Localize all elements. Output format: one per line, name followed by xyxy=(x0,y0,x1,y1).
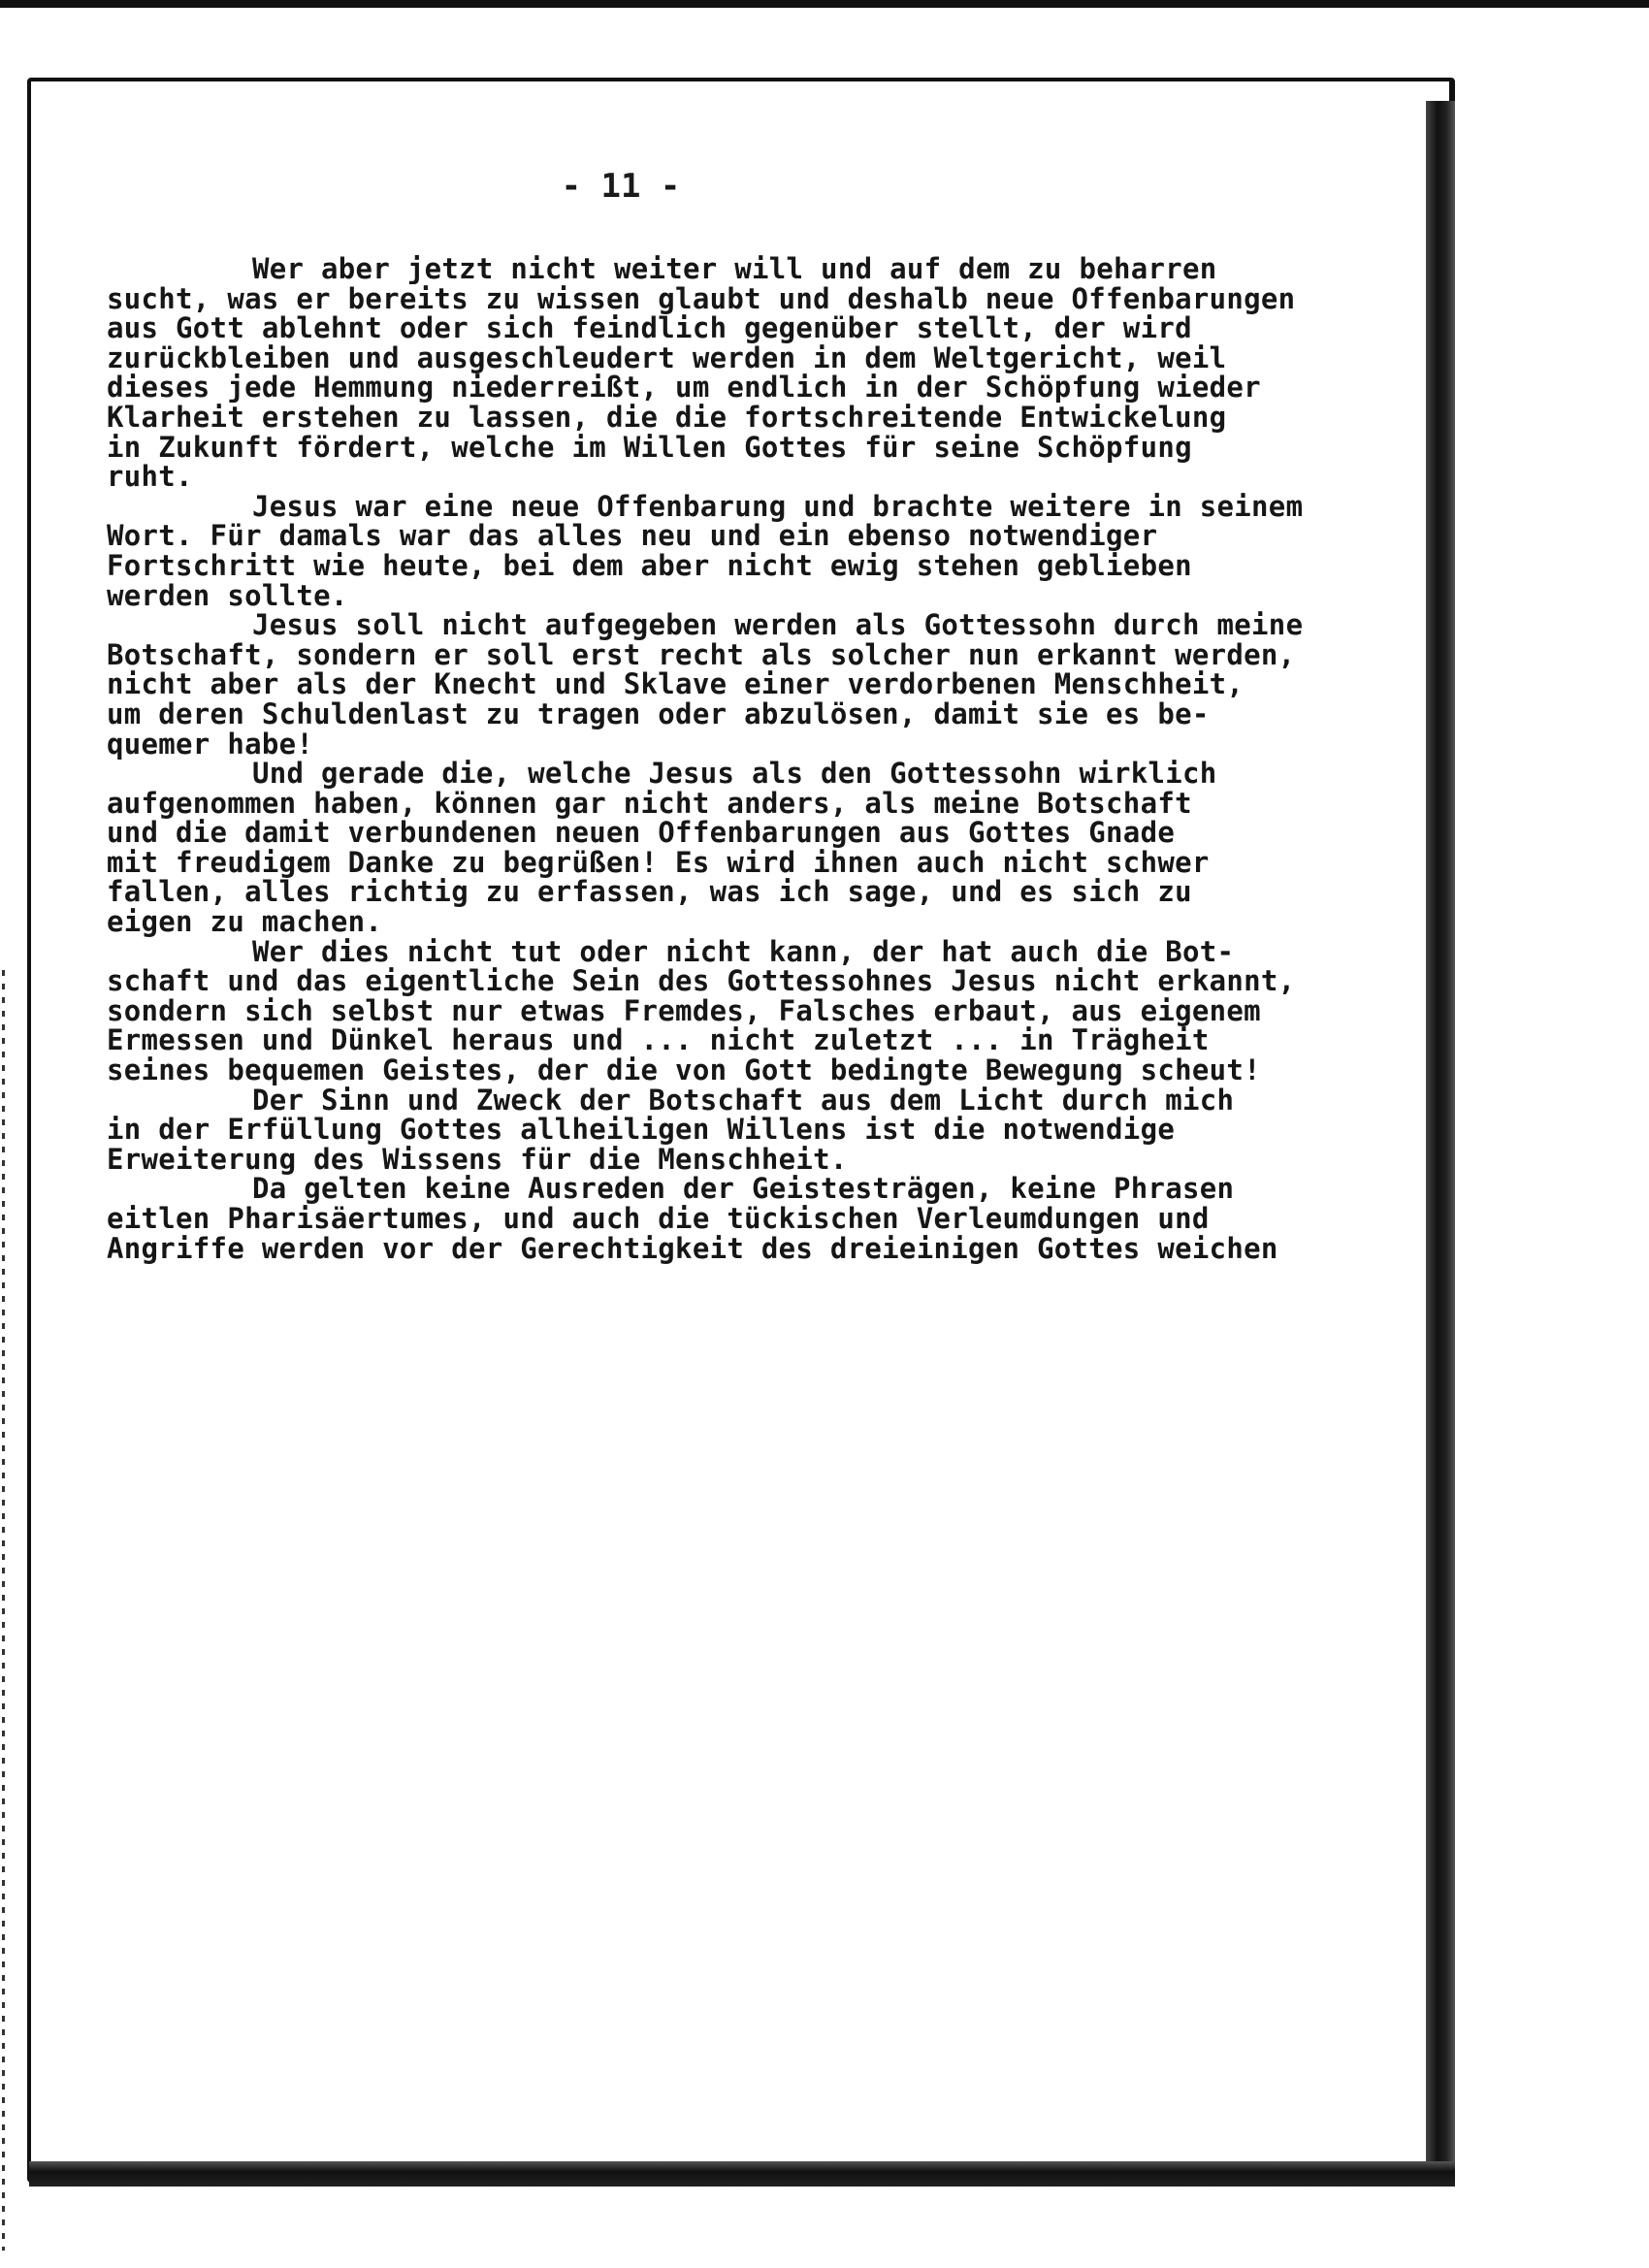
text-line: in der Erfüllung Gottes allheiligen Willens ist die notwendige xyxy=(107,1113,1176,1147)
text-line: schaft und das eigentliche Sein des Gottessohnes Jesus nicht erkannt, xyxy=(107,964,1296,998)
text-line: aufgenommen haben, können gar nicht anders, als meine Botschaft xyxy=(107,786,1192,820)
text-line: Jesus soll nicht aufgegeben werden als Gottessohn durch meine xyxy=(252,608,1304,642)
text-line: aus Gott ablehnt oder sich feindlich gegenüber stellt, der wird xyxy=(107,311,1192,345)
text-line: Botschaft, sondern er soll erst recht als solcher nun erkannt werden, xyxy=(107,637,1296,671)
page-number: - 11 - xyxy=(561,167,681,206)
text-line: Fortschritt wie heute, bei dem aber nicht ewig stehen geblieben xyxy=(107,548,1192,582)
text-line: eigen zu machen. xyxy=(107,905,383,939)
text-line: nicht aber als der Knecht und Sklave einer verdorbenen Menschheit, xyxy=(107,667,1245,701)
text-line: seines bequemen Geistes, der die von Gott bedingte Bewegung scheut! xyxy=(107,1053,1261,1087)
text-line: fallen, alles richtig zu erfassen, was ich sage, und es sich zu xyxy=(107,875,1192,909)
text-line: Jesus war eine neue Offenbarung und brachte weitere in seinem xyxy=(252,489,1304,523)
scan-top-border xyxy=(0,0,1649,8)
text-line: Klarheit erstehen zu lassen, die die fortschreitende Entwickelung xyxy=(107,400,1227,434)
text-line: und die damit verbundenen neuen Offenbarungen aus Gottes Gnade xyxy=(107,816,1176,850)
scan-left-edge xyxy=(2,970,5,2251)
text-line: sucht, was er bereits zu wissen glaubt und deshalb neue Offenbarungen xyxy=(107,281,1296,315)
text-line: Da gelten keine Ausreden der Geistesträgen, keine Phrasen xyxy=(252,1172,1235,1206)
body-text xyxy=(107,254,1436,1263)
text-line: sondern sich selbst nur etwas Fremdes, Falsches erbaut, aus eigenem xyxy=(107,993,1261,1027)
text-line: Wort. Für damals war das alles neu und ein ebenso notwendiger xyxy=(107,519,1158,553)
text-line: werden sollte. xyxy=(107,578,348,612)
text-line: um deren Schuldenlast zu tragen oder abzulösen, damit sie es be- xyxy=(107,697,1210,730)
text-line: Angriffe werden vor der Gerechtigkeit des dreieinigen Gottes weichen xyxy=(107,1231,1278,1265)
text-line: Erweiterung des Wissens für die Menschheit. xyxy=(107,1142,848,1176)
text-line: Ermessen und Dünkel heraus und ... nicht zuletzt ... in Trägheit xyxy=(107,1023,1210,1057)
text-line: dieses jede Hemmung niederreißt, um endlich in der Schöpfung wieder xyxy=(107,371,1261,405)
text-line: Wer aber jetzt nicht weiter will und auf dem zu beharren xyxy=(252,252,1217,285)
text-line: Der Sinn und Zweck der Botschaft aus dem Licht durch mich xyxy=(252,1083,1235,1117)
text-line: eitlen Pharisäertumes, und auch die tückischen Verleumdungen und xyxy=(107,1202,1210,1235)
text-line: quemer habe! xyxy=(107,727,314,761)
text-line: zurückbleiben und ausgeschleudert werden in dem Weltgericht, weil xyxy=(107,340,1227,374)
text-line: Wer dies nicht tut oder nicht kann, der hat auch die Bot- xyxy=(252,934,1235,968)
text-line: in Zukunft fördert, welche im Willen Gottes für seine Schöpfung xyxy=(107,430,1192,464)
sheet-edge-shadow-bottom xyxy=(29,2161,1455,2187)
text-line: mit freudigem Danke zu begrüßen! Es wird ihnen auch nicht schwer xyxy=(107,845,1210,879)
text-line: Und gerade die, welche Jesus als den Gottessohn wirklich xyxy=(252,757,1217,791)
text-line: ruht. xyxy=(107,460,193,494)
